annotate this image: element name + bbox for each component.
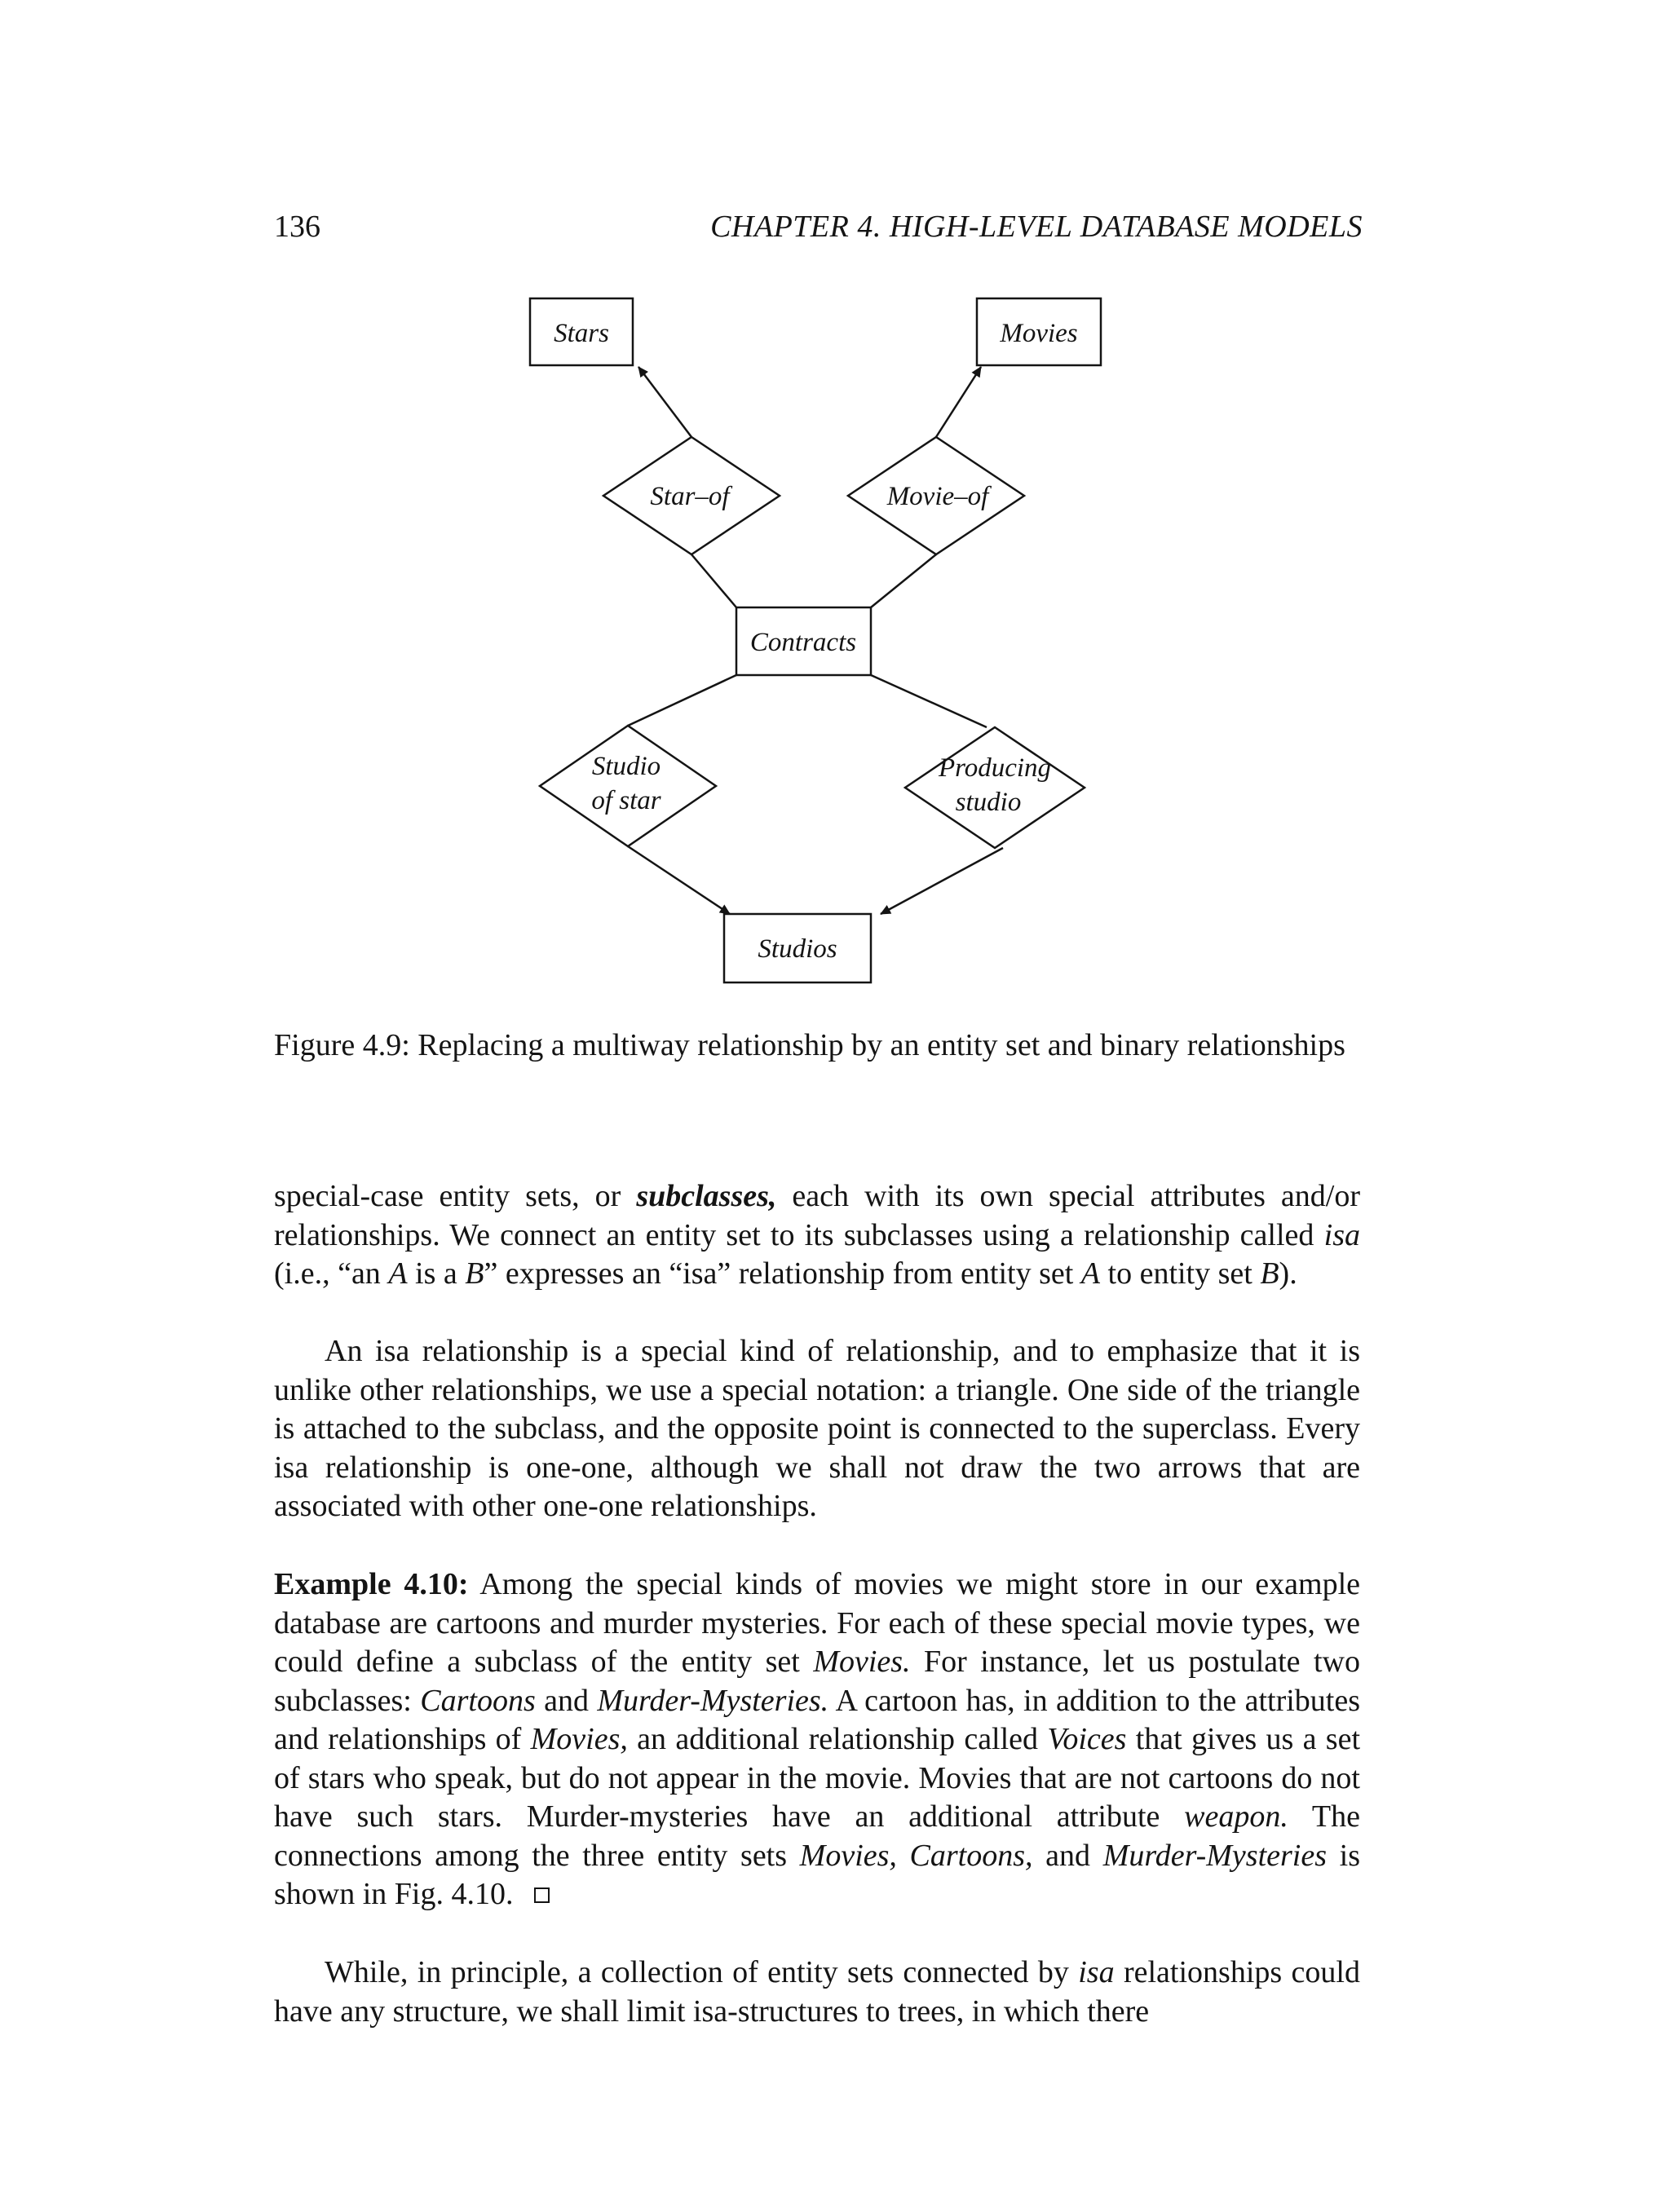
line-studioofstar-studios (628, 846, 730, 914)
entity-studios-label: Studios (758, 934, 837, 964)
paragraph-subclasses: special-case entity sets, or subclasses, each with its own special attributes and/or relationships. We connect an entity set to its subclasses using a relationship called isa (i.e., “an A is a B” expresses an “isa” relationship from entity set A to entity set B). (274, 1179, 1360, 1291)
line-contracts-producing (871, 675, 987, 727)
line-starof-contracts (691, 554, 736, 607)
er-diagram (0, 277, 1670, 1011)
line-producing-studios (881, 848, 1003, 914)
page-number: 136 (274, 210, 320, 244)
example-label: Example 4.10: (274, 1567, 469, 1601)
entity-contracts-label: Contracts (749, 628, 857, 657)
relationship-producing-studio-label-line2: studio (955, 788, 1022, 817)
figure-caption: Figure 4.9: Replacing a multiway relationship by an entity set and binary relationships (274, 1028, 1345, 1062)
line-movieof-movies (936, 367, 981, 437)
line-movieof-contracts (871, 554, 936, 607)
relationship-movie-of-label: Movie–of (886, 482, 989, 511)
entity-stars-label: Stars (554, 319, 609, 348)
paragraph-isa-trees: While, in principle, a collection of entity sets connected by isa relationships could have any structure, we shall limit isa-structures to trees, in which there (274, 1955, 1360, 2029)
relationship-producing-studio-label-line1: Producing (938, 753, 1052, 783)
entity-movies-label: Movies (1000, 319, 1078, 348)
term-subclasses: subclasses, (636, 1179, 777, 1213)
relationship-star-of-label: Star–of (650, 482, 730, 511)
term-isa: isa (1323, 1217, 1360, 1252)
paragraph-example-4-10: Example 4.10: Among the special kinds of movies we might store in our example database are cartoons and murder mysteries. For each of these special movie types, we could define a subclass of the entity set Movies. For instance, let us postulate two subclasses: Cartoons and Murder-Mysteries. A cartoon has, in addition to the attributes and relationships of Movies, an additional relationship called Voices that gives us a set of stars who speak, but do not appear in the movie. Movies that are not cartoons do not have such stars. Murder-mysteries have an additional attribute weapon. The connections among the three entity sets Movies, Cartoons, and Murder-Mysteries is shown in Fig. 4.10. (274, 1567, 1361, 1911)
relationship-studio-of-star-label-line2: of star (591, 786, 661, 815)
paragraph-isa-notation: An isa relationship is a special kind of relationship, and to emphasize that it is unlike other relationships, we use a special notation: a triangle. One side of the triangle is attached to the subclass, and the opposite point is connected to the superclass. Every isa relationship is one-one, although we shall not draw the two arrows that are associated with other one-one relationships. (274, 1334, 1360, 1523)
relationship-studio-of-star-label-line1: Studio (591, 752, 661, 781)
end-of-example-box-icon (534, 1887, 550, 1903)
line-starof-stars (638, 367, 691, 437)
running-title: CHAPTER 4. HIGH-LEVEL DATABASE MODELS (710, 210, 1363, 244)
line-contracts-studioofstar (628, 675, 736, 726)
